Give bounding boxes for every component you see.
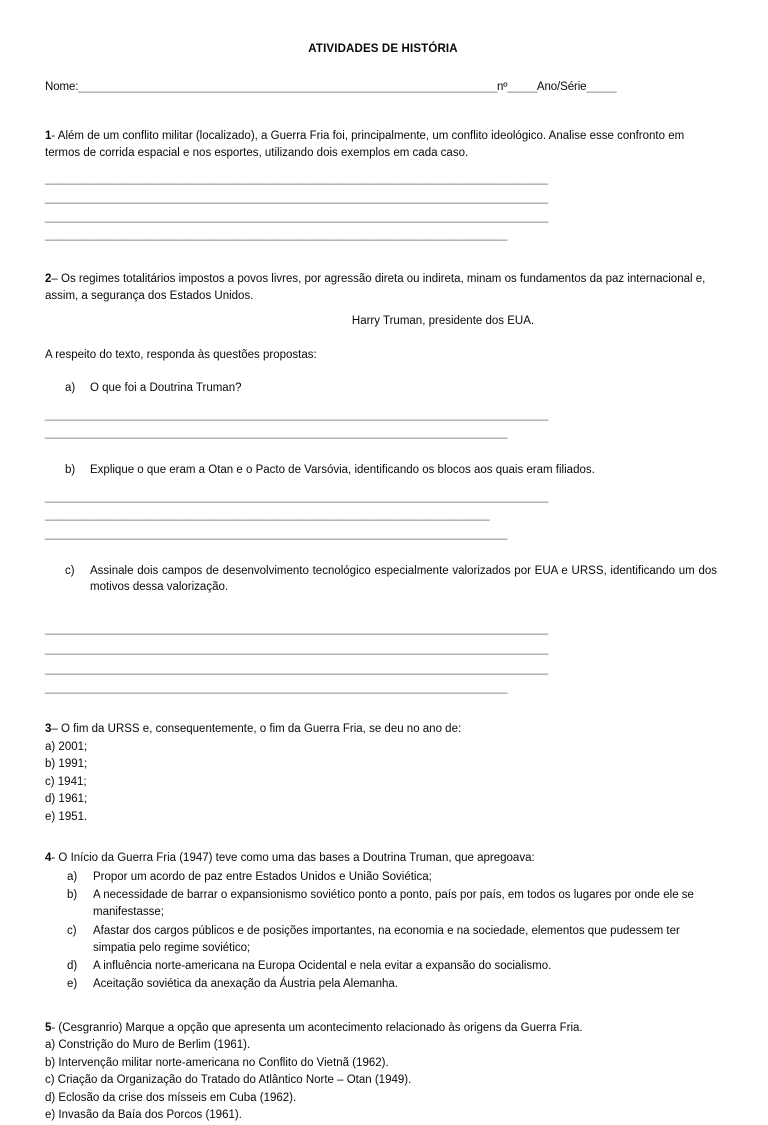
option-item[interactable]: a) 2001;	[45, 740, 88, 753]
answer-line[interactable]: ______________________________________________________________________________________	[45, 642, 548, 655]
question-2b	[45, 462, 721, 479]
question-5-number: 5	[45, 1021, 52, 1034]
answer-line[interactable]: ______________________________________________________________________________________	[45, 623, 548, 635]
option-text: Aceitação soviética da anexação da Áustria pela Alemanha.	[93, 978, 398, 991]
question-2c	[45, 563, 721, 596]
answer-line[interactable]: ______________________________________________________________________________________	[45, 490, 548, 503]
option-marker: b)	[67, 889, 78, 901]
grade-fill-rule[interactable]: _____	[586, 81, 616, 93]
question-3-prompt: – O fim da URSS e, consequentemente, o fim da Guerra Fria, se deu no ano de:	[51, 723, 462, 736]
option-item[interactable]: e) Invasão da Baía dos Porcos (1961).	[45, 1109, 242, 1122]
question-2c-marker: c)	[65, 564, 75, 577]
answer-line[interactable]: ______________________________________________________________________________________	[45, 408, 548, 421]
option-marker: a)	[67, 870, 78, 883]
answer-line[interactable]: ______________________________________________________________________________________	[45, 173, 548, 186]
question-3-options	[45, 739, 721, 826]
option-item[interactable]	[45, 869, 721, 886]
question-5-prompt: - (Cesgranrio) Marque a opção que apresenta um acontecimento relacionado às origens da Guerra Fria.	[51, 1021, 583, 1034]
option-item[interactable]: e) 1951.	[45, 810, 88, 823]
option-item[interactable]: c) Criação da Organização do Tratado do Atlântico Norte – Otan (1949).	[45, 1074, 412, 1087]
question-1-number: 1	[45, 130, 52, 142]
question-3	[45, 721, 721, 738]
question-2c-answer-area[interactable]	[45, 620, 721, 699]
question-2-prompt: – Os regimes totalitários impostos a povos livres, por agressão direta ou indireta, minam os fundamentos da paz internacional e, assim, a segurança dos Estados Unidos.	[45, 272, 706, 302]
question-2b-answer-area[interactable]	[45, 488, 721, 544]
answer-line[interactable]: ____________________________________________________________________________	[45, 509, 490, 522]
option-text: A necessidade de barrar o expansionismo soviético ponto a ponto, país por país, em todos os lugares por onde ele se manifestasse;	[93, 889, 694, 919]
question-1-answer-area[interactable]	[45, 170, 721, 245]
name-fill-rule[interactable]: _______________________________________________________________________	[78, 81, 497, 93]
answer-line[interactable]: _______________________________________________________________________________	[45, 528, 507, 541]
question-3-number: 3	[45, 723, 52, 736]
answer-line[interactable]: ______________________________________________________________________________________	[45, 662, 548, 675]
question-2c-text: Assinale dois campos de desenvolvimento tecnológico especialmente valorizados por EUA e URSS, identificando um dos motivos dessa valorização.	[90, 564, 717, 594]
grade-label: Ano/Série	[536, 81, 587, 93]
option-marker: d)	[67, 960, 78, 972]
student-info-row	[45, 81, 721, 93]
page-title: ATIVIDADES DE HISTÓRIA	[308, 43, 458, 55]
option-item[interactable]: b) Intervenção militar norte-americana no Conflito do Vietnã (1962).	[45, 1056, 389, 1069]
answer-line[interactable]: _______________________________________________________________________________	[45, 682, 507, 695]
option-item[interactable]: d) 1961;	[45, 793, 88, 806]
option-item[interactable]: b) 1991;	[45, 758, 88, 771]
question-2b-text: Explique o que eram a Otan e o Pacto de Varsóvia, identificando os blocos aos quais eram filiados.	[90, 464, 595, 477]
option-item[interactable]	[45, 958, 721, 975]
question-4	[45, 850, 721, 867]
question-5	[45, 1020, 721, 1037]
question-2a-answer-area[interactable]	[45, 406, 721, 443]
option-text: Propor um acordo de paz entre Estados Unidos e União Soviética;	[93, 870, 432, 883]
number-label: nº	[496, 81, 508, 93]
option-item[interactable]: c) 1941;	[45, 775, 87, 788]
option-item[interactable]	[45, 976, 721, 993]
quote-attribution: Harry Truman, presidente dos EUA.	[351, 315, 535, 328]
question-1	[45, 128, 721, 161]
answer-line[interactable]: _______________________________________________________________________________	[45, 427, 507, 440]
answer-line[interactable]: ______________________________________________________________________________________	[45, 210, 548, 223]
option-item[interactable]: d) Eclosão da crise dos mísseis em Cuba (1962).	[45, 1091, 297, 1104]
number-fill-rule[interactable]: _____	[507, 81, 537, 93]
option-item[interactable]: a) Constrição do Muro de Berlim (1961).	[45, 1039, 251, 1052]
question-2a	[45, 380, 721, 397]
question-2b-marker: b)	[65, 464, 76, 477]
question-1-prompt: - Além de um conflito militar (localizado), a Guerra Fria foi, principalmente, um conflito ideológico. Analise esse confronto em termos de corrida espacial e nos esportes, utilizando dois exemplos em cada caso.	[45, 130, 685, 159]
answer-line[interactable]: _______________________________________________________________________________	[45, 229, 507, 242]
question-2a-text: O que foi a Doutrina Truman?	[90, 382, 242, 395]
question-2a-marker: a)	[65, 382, 76, 395]
option-marker: e)	[67, 978, 78, 991]
option-item[interactable]	[45, 887, 721, 922]
question-2-number: 2	[45, 272, 52, 285]
name-label: Nome:	[45, 81, 79, 93]
answer-line[interactable]: ______________________________________________________________________________________	[45, 191, 548, 204]
question-5-options	[45, 1037, 721, 1124]
option-item[interactable]	[45, 923, 721, 958]
question-2	[45, 271, 721, 304]
option-text: Afastar dos cargos públicos e de posições importantes, na economia e na sociedade, elementos que pudessem ter simpatia pelo regime soviético;	[93, 924, 680, 954]
question-2-lead-in: A respeito do texto, responda às questões propostas:	[45, 349, 317, 362]
question-4-prompt: - O Início da Guerra Fria (1947) teve como uma das bases a Doutrina Truman, que apregoava:	[51, 852, 535, 865]
question-4-number: 4	[45, 852, 52, 865]
option-text: A influência norte-americana na Europa Ocidental e nela evitar a expansão do socialismo.	[93, 960, 552, 972]
option-marker: c)	[67, 924, 77, 937]
question-4-options	[45, 869, 721, 994]
